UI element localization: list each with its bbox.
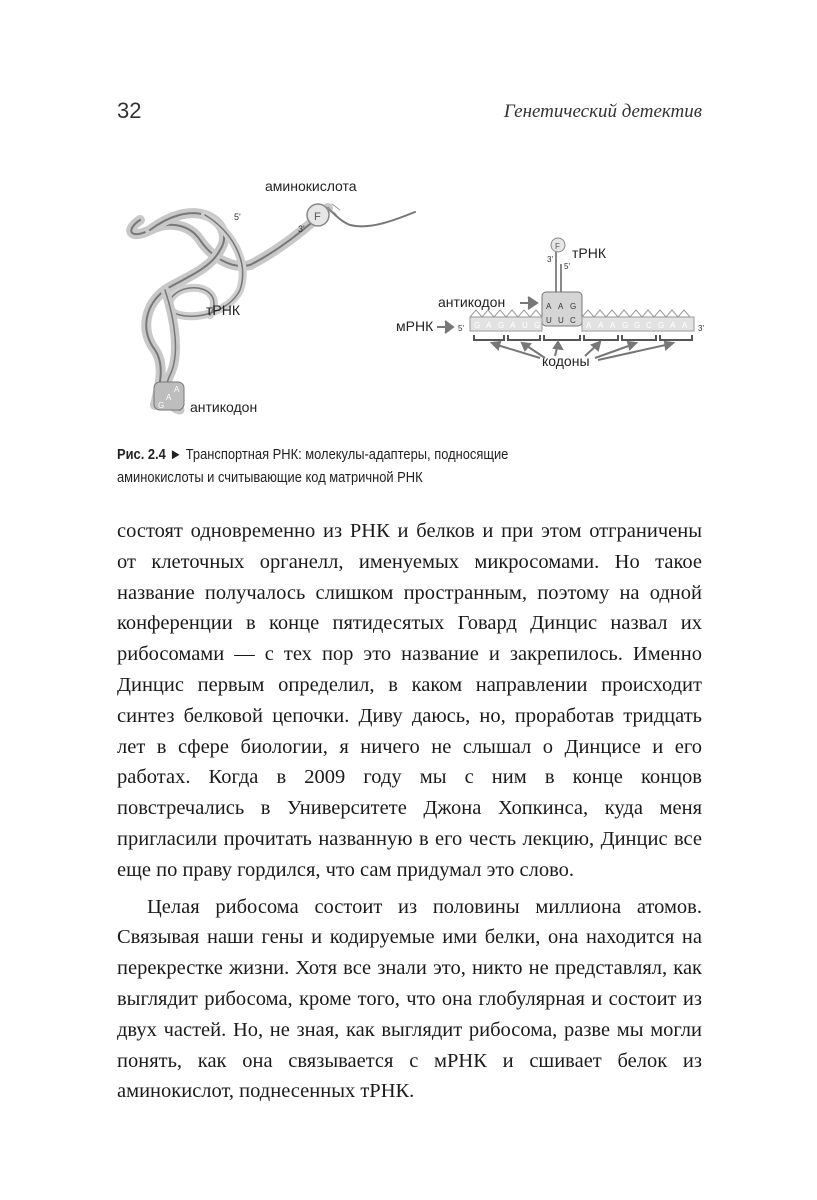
five-prime-top: 5' <box>564 262 570 271</box>
anticodon-label-left: антикодон <box>190 399 258 415</box>
mrna-base: A <box>510 321 516 330</box>
anticodon-base: G <box>570 302 577 311</box>
trna-ribbon-illustration <box>131 204 415 410</box>
mrna-base: G <box>622 321 629 330</box>
trna-stem-right <box>556 252 561 292</box>
mrna-base: A <box>486 321 492 330</box>
mrna-five-prime: 5' <box>458 324 464 333</box>
mrna-label: мРНК <box>396 318 434 334</box>
three-prime-top: 3' <box>547 255 553 264</box>
codon-base: U <box>546 316 552 325</box>
amino-acid-letter-left: F <box>314 211 321 223</box>
anticodon-arrow <box>520 297 537 309</box>
mrna-base: G <box>658 321 665 330</box>
three-prime-left: 3' <box>298 224 305 234</box>
mrna-three-prime: 3' <box>698 324 704 333</box>
anticodon-base: G <box>158 401 165 410</box>
page-header <box>117 98 702 132</box>
amino-acid-label: аминокислота <box>265 178 357 194</box>
figure-label: Рис. 2.4 <box>117 446 166 463</box>
caption-text-line1: Транспортная РНК: молекулы-адаптеры, подносящие <box>185 446 509 463</box>
paragraph: состоят одновременно из РНК и белков и при этом отграничены от клеточных органелл, именуемых микросомами. Но такое название получалось слишком пространным, поэтому на одной конференции в конце пятидесятых Говард Динцис назвал их рибосомами — с тех пор это название и закрепилось. Именно Динцис первым определил, в каком направлении происходит синтез белковой цепочки. Диву даюсь, но, проработав тридцать лет в сфере биологии, я ничего не слышал о Динцисе и его работах. Когда в 2009 году мы с ним в конце концов повстречались в Университете Джона Хопкинса, куда меня пригласили прочитать названную в его честь лекцию, Динцис все еще по праву гордился, что сам придумал это слово. <box>117 520 702 881</box>
anticodon-label-right: антикодон <box>438 294 506 310</box>
mrna-base: G <box>498 321 505 330</box>
mrna-base: A <box>598 321 604 330</box>
codons-label: кодоны <box>542 353 590 369</box>
running-title: Генетический детектив <box>503 101 702 122</box>
paragraph: Целая рибосома состоит из половины миллиона атомов. Связывая наши гены и кодируемые ими белки, она находится на перекрестке жизни. Хотя все знали это, никто не представлял, как выглядит рибосома, кроме того, что она глобулярная и состоит из двух частей. Но, не зная, как выглядит рибосома, разве мы могли понять, как она связывается с мРНК и сшивает белок из аминокислот, поднесенных тРНК. <box>117 895 702 1103</box>
mrna-base: A <box>586 321 592 330</box>
codon-base: U <box>558 316 564 325</box>
mrna-base: A <box>610 321 616 330</box>
trna-label-right: тРНК <box>572 245 607 261</box>
anticodon-base: A <box>166 393 172 402</box>
mrna-arrow <box>437 321 453 333</box>
body-text <box>117 516 702 1107</box>
codon-brackets <box>474 335 692 340</box>
anticodon-base: A <box>546 302 552 311</box>
caption-arrow: ► <box>169 446 183 463</box>
anticodon-loop-left <box>154 382 184 410</box>
mrna-base: A <box>682 321 688 330</box>
trna-label-left: тРНК <box>206 302 241 318</box>
mrna-base: G <box>474 321 481 330</box>
mrna-base: G <box>634 321 641 330</box>
figure-caption <box>117 443 702 489</box>
anticodon-base: A <box>174 385 180 394</box>
codon-base: C <box>570 316 576 325</box>
page-number: 32 <box>117 98 142 123</box>
mrna-base: G <box>534 321 541 330</box>
five-prime-left: 5' <box>234 212 241 222</box>
amino-acid-letter-right: F <box>555 242 560 251</box>
trna-figure <box>110 170 710 430</box>
mrna-base: A <box>670 321 676 330</box>
anticodon-base: A <box>558 302 564 311</box>
mrna-base: U <box>522 321 528 330</box>
mrna-base: C <box>646 321 652 330</box>
caption-text-line2: аминокислоты и считывающие код матричной РНК <box>117 469 423 486</box>
